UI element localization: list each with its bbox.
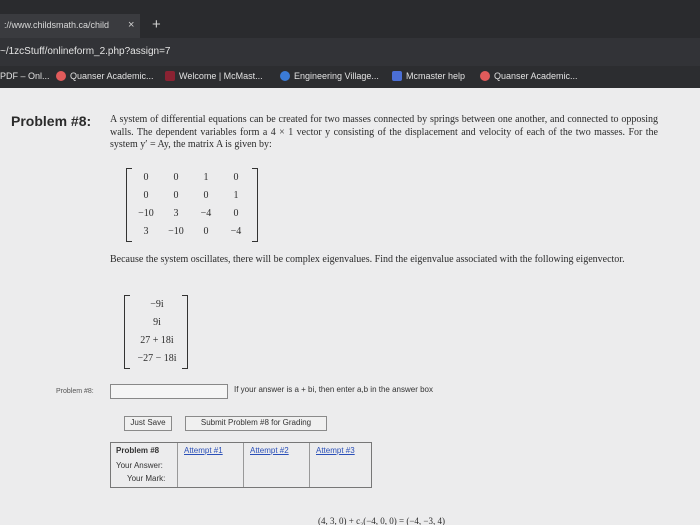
attempts-table xyxy=(110,442,372,488)
eigenvector xyxy=(124,295,188,369)
problem-title: Problem #8: xyxy=(11,113,92,129)
address-bar[interactable] xyxy=(0,38,700,66)
problem-statement: A system of differential equations can be created for two masses connected by springs between one another, and connected to opposing walls. The dependent variables form a 4 × 1 vector y consisting of the displacement and velocity of each of the two masses. For the system y′ = Ay, the matrix A is given by: xyxy=(110,114,658,150)
matrix-cell: 3 xyxy=(143,226,149,237)
matrix-cell: 0 xyxy=(143,172,149,183)
url-text[interactable]: ~/1zcStuff/onlineform_2.php?assign=7 xyxy=(0,46,171,57)
column-divider xyxy=(309,443,310,487)
mcmaster-shield-icon xyxy=(165,71,175,81)
vector-cell: 27 + 18i xyxy=(140,335,174,346)
vector-cell: −9i xyxy=(150,299,164,310)
mcmaster-help-icon xyxy=(392,71,402,81)
page-content xyxy=(0,88,700,525)
bookmark-label: Quanser Academic... xyxy=(494,71,578,81)
matrix-cell: 1 xyxy=(233,190,239,201)
quanser-icon xyxy=(480,71,490,81)
matrix-cell: 0 xyxy=(173,172,179,183)
matrix-cell: 3 xyxy=(173,208,179,219)
attempt-1-link[interactable]: Attempt #1 xyxy=(184,446,223,455)
matrix-cell: −4 xyxy=(230,226,242,237)
just-save-button[interactable]: Just Save xyxy=(124,416,172,431)
answer-hint: If your answer is a + bi, then enter a,b in the answer box xyxy=(234,385,433,394)
bookmark-mcmaster-help[interactable] xyxy=(392,71,465,81)
matrix-a xyxy=(126,168,258,242)
your-mark-label: Your Mark: xyxy=(127,474,166,483)
tab-bar xyxy=(0,0,700,38)
problem-statement-2: Because the system oscillates, there will be complex eigenvalues. Find the eigenvalue associated with the following eigenvector. xyxy=(110,254,625,265)
attempt-3-link[interactable]: Attempt #3 xyxy=(316,446,355,455)
matrix-cell: 0 xyxy=(233,208,239,219)
matrix-row xyxy=(127,205,259,223)
bookmark-label: Quanser Academic... xyxy=(70,71,154,81)
bookmark-engineering-village[interactable] xyxy=(280,71,379,81)
bottom-math-text: (4, 3, 0) + c₂(−4, 0, 0) = (−4, −3, 4) xyxy=(318,516,445,525)
matrix-cell: 0 xyxy=(233,172,239,183)
bookmark-quanser-1[interactable] xyxy=(56,71,154,81)
matrix-cell: −4 xyxy=(200,208,212,219)
matrix-row xyxy=(127,223,259,241)
bookmark-mcmaster[interactable] xyxy=(165,71,263,81)
answer-input[interactable] xyxy=(110,384,228,399)
matrix-cell: 0 xyxy=(143,190,149,201)
matrix-cell: −10 xyxy=(168,226,184,237)
vector-cell: 9i xyxy=(153,317,161,328)
close-tab-icon[interactable]: × xyxy=(128,19,135,31)
bookmark-quanser-2[interactable] xyxy=(480,71,578,81)
tab-title: ://www.childsmath.ca/child xyxy=(4,20,110,30)
bookmark-label: Engineering Village... xyxy=(294,71,379,81)
bookmark-label: Mcmaster help xyxy=(406,71,466,81)
new-tab-button[interactable]: + xyxy=(152,16,161,33)
column-divider xyxy=(243,443,244,487)
bookmark-label: PDF – Onl... xyxy=(0,71,50,81)
attempt-2-link[interactable]: Attempt #2 xyxy=(250,446,289,455)
engineering-village-icon xyxy=(280,71,290,81)
browser-tab[interactable] xyxy=(0,14,140,38)
bookmark-pdf[interactable] xyxy=(0,71,50,81)
bookmark-label: Welcome | McMast... xyxy=(179,71,263,81)
matrix-cell: 1 xyxy=(203,172,209,183)
attempts-header: Problem #8 xyxy=(116,446,160,455)
your-answer-label: Your Answer: xyxy=(116,461,163,470)
matrix-cell: −10 xyxy=(138,208,154,219)
matrix-row xyxy=(127,169,259,187)
matrix-cell: 0 xyxy=(203,190,209,201)
column-divider xyxy=(177,443,178,487)
matrix-row xyxy=(127,187,259,205)
matrix-cell: 0 xyxy=(173,190,179,201)
bookmarks-bar xyxy=(0,66,700,88)
quanser-icon xyxy=(56,71,66,81)
matrix-cell: 0 xyxy=(203,226,209,237)
submit-button[interactable]: Submit Problem #8 for Grading xyxy=(185,416,327,431)
vector-cell: −27 − 18i xyxy=(137,353,177,364)
answer-label: Problem #8: xyxy=(56,388,94,395)
